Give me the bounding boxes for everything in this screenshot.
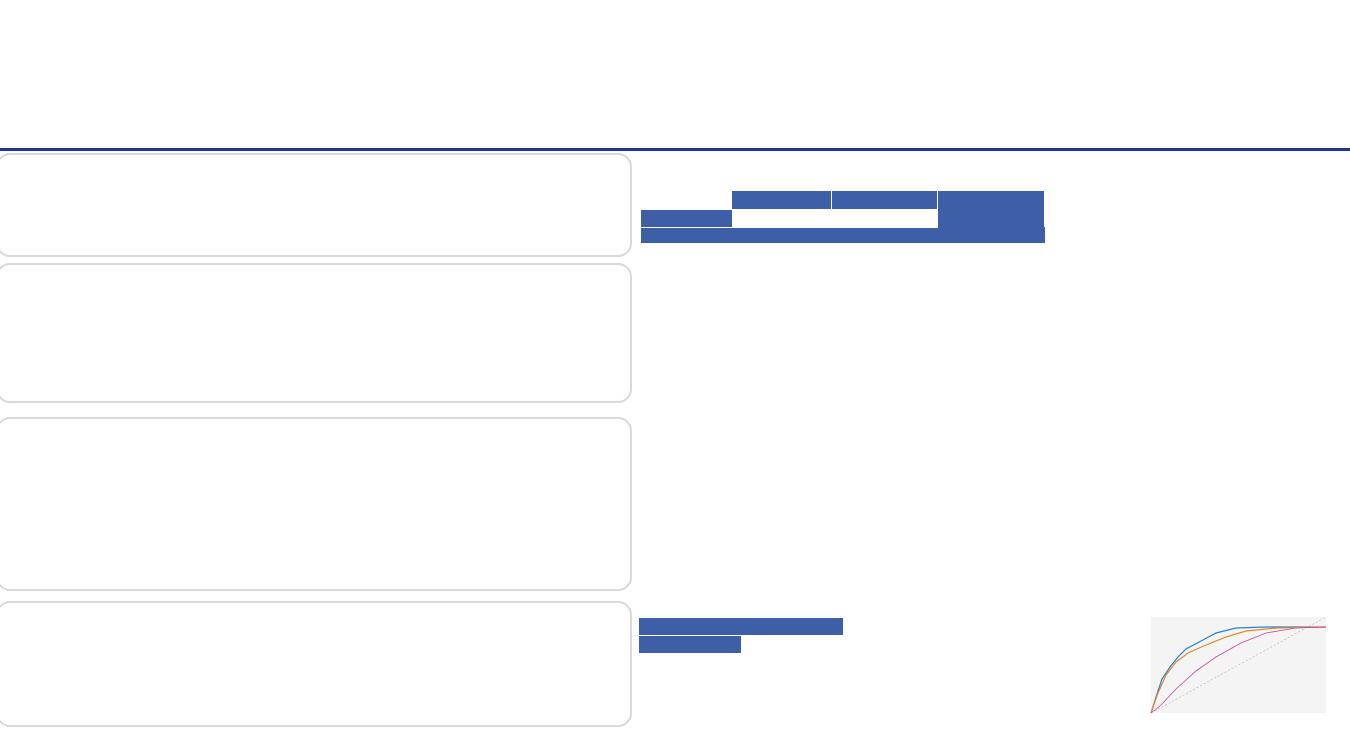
table-header-row xyxy=(641,191,1045,209)
poster-header xyxy=(0,0,1350,148)
col-ild xyxy=(831,191,938,209)
col-metric xyxy=(639,636,741,654)
results-section xyxy=(0,417,632,591)
column-header-row xyxy=(639,636,1047,654)
section-body xyxy=(0,268,630,270)
n-no-ild xyxy=(732,209,831,227)
diagnostic-accuracy-table xyxy=(639,618,1047,654)
n-ild xyxy=(831,209,938,227)
section-body xyxy=(0,606,630,608)
methods-section xyxy=(0,263,632,403)
table1-footnote xyxy=(641,227,1045,243)
col-ild-20 xyxy=(843,636,945,654)
random-forest-importance-chart xyxy=(1066,477,1346,577)
group-header xyxy=(639,618,843,636)
group-header-blank xyxy=(843,618,1047,636)
col-pvalue xyxy=(938,191,1045,227)
middle-column xyxy=(637,151,1049,730)
demographics-table xyxy=(641,191,1045,244)
col-no-ild xyxy=(732,191,831,209)
col-ild-ats xyxy=(741,636,843,654)
header-blank xyxy=(641,191,732,209)
intro-section xyxy=(0,153,632,257)
group-header-row xyxy=(639,618,1047,636)
conclusions-section xyxy=(0,601,632,727)
roc-curve-chart xyxy=(1066,597,1346,727)
left-column xyxy=(0,151,636,730)
section-body xyxy=(0,422,630,424)
section-body xyxy=(0,158,630,160)
table1-footnote-row xyxy=(641,227,1045,243)
col-characteristics xyxy=(641,209,732,227)
col-ilas xyxy=(945,636,1047,654)
right-column xyxy=(1052,151,1350,730)
